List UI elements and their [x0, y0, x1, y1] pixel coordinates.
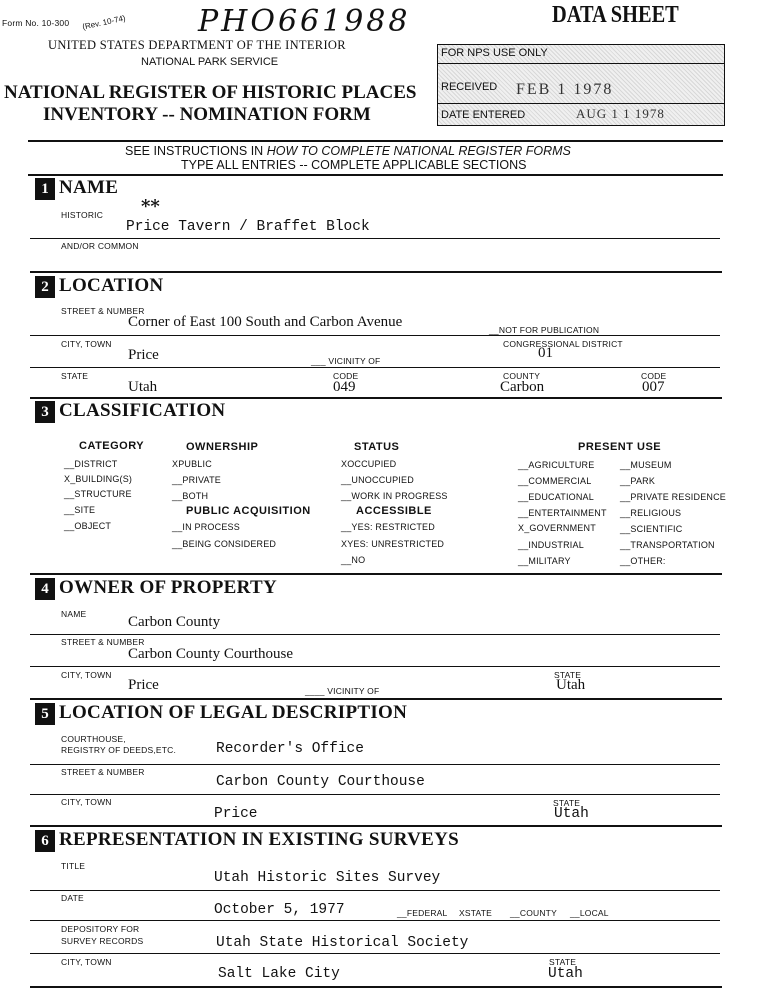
form-number: Form No. 10-300 — [2, 18, 70, 28]
section-4-title: OWNER OF PROPERTY — [59, 577, 278, 598]
owner-street-value: Carbon County Courthouse — [128, 646, 293, 662]
accessible-heading: ACCESSIBLE — [356, 505, 432, 517]
location-city-label: CITY, TOWN — [61, 339, 112, 349]
county-label: COUNTY — [503, 371, 541, 381]
congress-district-label: CONGRESSIONAL DISTRICT — [503, 339, 623, 349]
category-option: __SITE — [64, 505, 96, 515]
historic-name-value: Price Tavern / Braffet Block — [126, 219, 370, 235]
category-option: X_BUILDING(S) — [64, 474, 133, 484]
data-sheet-stamp: DATA SHEET — [552, 2, 679, 28]
status-option: __WORK IN PROGRESS — [341, 491, 448, 501]
courthouse-label-1: COURTHOUSE, — [61, 734, 126, 744]
date-entered-stamp: AUG 1 1 1978 — [576, 106, 665, 121]
county-code-value: 007 — [642, 379, 665, 395]
location-street-label: STREET & NUMBER — [61, 306, 145, 316]
use-option: __OTHER: — [620, 556, 666, 566]
section-2-number: 2 — [35, 276, 55, 298]
use-option: __PRIVATE RESIDENCE — [620, 492, 726, 502]
courthouse-label-2: REGISTRY OF DEEDS,ETC. — [61, 745, 177, 755]
use-option: __AGRICULTURE — [518, 460, 595, 470]
survey-city-value: Salt Lake City — [218, 966, 340, 982]
survey-state-label: STATE — [549, 957, 577, 967]
received-label: RECEIVED — [441, 81, 498, 93]
date-entered-label: DATE ENTERED — [441, 109, 526, 121]
form-title-line2: INVENTORY -- NOMINATION FORM — [43, 104, 371, 125]
status-heading: STATUS — [354, 441, 400, 453]
location-city-value: Price — [128, 347, 159, 363]
nps-box-title: FOR NPS USE ONLY — [441, 47, 548, 59]
survey-state-option: XSTATE — [459, 908, 493, 918]
survey-title-label: TITLE — [61, 861, 86, 871]
use-option: __COMMERCIAL — [518, 476, 592, 486]
use-option: __RELIGIOUS — [620, 508, 682, 518]
ownership-option: __BOTH — [172, 491, 209, 501]
depository-label-2: SURVEY RECORDS — [61, 936, 144, 946]
section-3-title: CLASSIFICATION — [59, 400, 226, 421]
form-revision: (Rev. 10-74) — [81, 13, 127, 32]
state-code-label: CODE — [333, 371, 359, 381]
ownership-heading: OWNERSHIP — [186, 441, 259, 453]
state-code-value: 049 — [333, 379, 356, 395]
depository-value: Utah State Historical Society — [216, 935, 469, 951]
not-for-publication: __NOT FOR PUBLICATION — [489, 325, 600, 335]
legal-street-value: Carbon County Courthouse — [216, 774, 425, 790]
category-option: __STRUCTURE — [64, 489, 132, 499]
accessible-option: XYES: UNRESTRICTED — [341, 539, 445, 549]
historic-mark: ** — [141, 196, 160, 217]
survey-title-value: Utah Historic Sites Survey — [214, 870, 441, 886]
owner-name-value: Carbon County — [128, 614, 221, 630]
use-option: __EDUCATIONAL — [518, 492, 594, 502]
category-option: __DISTRICT — [64, 459, 118, 469]
category-option: __OBJECT — [64, 521, 112, 531]
acquisition-option: __IN PROCESS — [172, 522, 240, 532]
section-5-title: LOCATION OF LEGAL DESCRIPTION — [59, 702, 408, 723]
accessible-option: __YES: RESTRICTED — [341, 522, 435, 532]
ownership-option: __PRIVATE — [172, 475, 221, 485]
section-1-title: NAME — [59, 177, 119, 198]
survey-state-value: Utah — [548, 966, 583, 982]
section-5-number: 5 — [35, 703, 55, 725]
use-option: X_GOVERNMENT — [518, 523, 596, 533]
legal-street-label: STREET & NUMBER — [61, 767, 145, 777]
acquisition-option: __BEING CONSIDERED — [172, 539, 277, 549]
use-option: __ENTERTAINMENT — [518, 508, 607, 518]
nps-use-box — [437, 44, 725, 126]
survey-date-label: DATE — [61, 893, 84, 903]
courthouse-value: Recorder's Office — [216, 741, 364, 757]
instructions-line2: TYPE ALL ENTRIES -- COMPLETE APPLICABLE SECTIONS — [181, 158, 527, 172]
survey-local-option: __LOCAL — [570, 908, 609, 918]
survey-federal-option: __FEDERAL — [397, 908, 448, 918]
use-option: __MUSEUM — [620, 460, 672, 470]
county-code-label: CODE — [641, 371, 667, 381]
form-title-line1: NATIONAL REGISTER OF HISTORIC PLACES — [4, 82, 417, 103]
use-option: __TRANSPORTATION — [620, 540, 715, 550]
survey-county-option: __COUNTY — [510, 908, 557, 918]
owner-vicinity: ____ VICINITY OF — [305, 686, 380, 696]
use-option: __SCIENTIFIC — [620, 524, 683, 534]
use-option: __MILITARY — [518, 556, 571, 566]
congress-district-value: 01 — [538, 345, 553, 361]
category-heading: CATEGORY — [79, 440, 145, 452]
accessible-option: __NO — [341, 555, 366, 565]
survey-city-label: CITY, TOWN — [61, 957, 112, 967]
instructions-line1: SEE INSTRUCTIONS IN HOW TO COMPLETE NATIONAL REGISTER FORMS — [125, 144, 571, 158]
location-street-value: Corner of East 100 South and Carbon Avenue — [128, 314, 403, 330]
location-state-value: Utah — [128, 379, 158, 395]
service-name: NATIONAL PARK SERVICE — [141, 56, 279, 68]
survey-date-value: October 5, 1977 — [214, 902, 345, 918]
status-option: XOCCUPIED — [341, 459, 397, 469]
legal-state-value: Utah — [554, 806, 589, 822]
section-2-title: LOCATION — [59, 275, 164, 296]
legal-city-value: Price — [214, 806, 258, 822]
public-acquisition-heading: PUBLIC ACQUISITION — [186, 505, 311, 517]
owner-state-label: STATE — [554, 670, 582, 680]
section-1-number: 1 — [35, 178, 55, 200]
common-name-label: AND/OR COMMON — [61, 241, 139, 251]
received-stamp: FEB 1 1978 — [516, 81, 614, 98]
location-vicinity: ___ VICINITY OF — [311, 356, 381, 366]
location-state-label: STATE — [61, 371, 89, 381]
historic-label: HISTORIC — [61, 210, 104, 220]
section-4-number: 4 — [35, 578, 55, 600]
legal-state-label: STATE — [553, 798, 581, 808]
section-3-number: 3 — [35, 401, 55, 423]
use-option: __INDUSTRIAL — [518, 540, 584, 550]
county-value: Carbon — [500, 379, 545, 395]
section-6-title: REPRESENTATION IN EXISTING SURVEYS — [59, 829, 460, 850]
department-name: UNITED STATES DEPARTMENT OF THE INTERIOR — [48, 38, 346, 52]
present-use-heading: PRESENT USE — [578, 441, 662, 453]
owner-name-label: NAME — [61, 609, 87, 619]
owner-city-label: CITY, TOWN — [61, 670, 112, 680]
handwritten-id: PHO661988 — [198, 4, 411, 39]
owner-city-value: Price — [128, 677, 159, 693]
owner-street-label: STREET & NUMBER — [61, 637, 145, 647]
depository-label-1: DEPOSITORY FOR — [61, 924, 140, 934]
section-6-number: 6 — [35, 830, 55, 852]
status-option: __UNOCCUPIED — [341, 475, 414, 485]
ownership-option: XPUBLIC — [172, 459, 212, 469]
use-option: __PARK — [620, 476, 656, 486]
legal-city-label: CITY, TOWN — [61, 797, 112, 807]
owner-state-value: Utah — [556, 677, 586, 693]
